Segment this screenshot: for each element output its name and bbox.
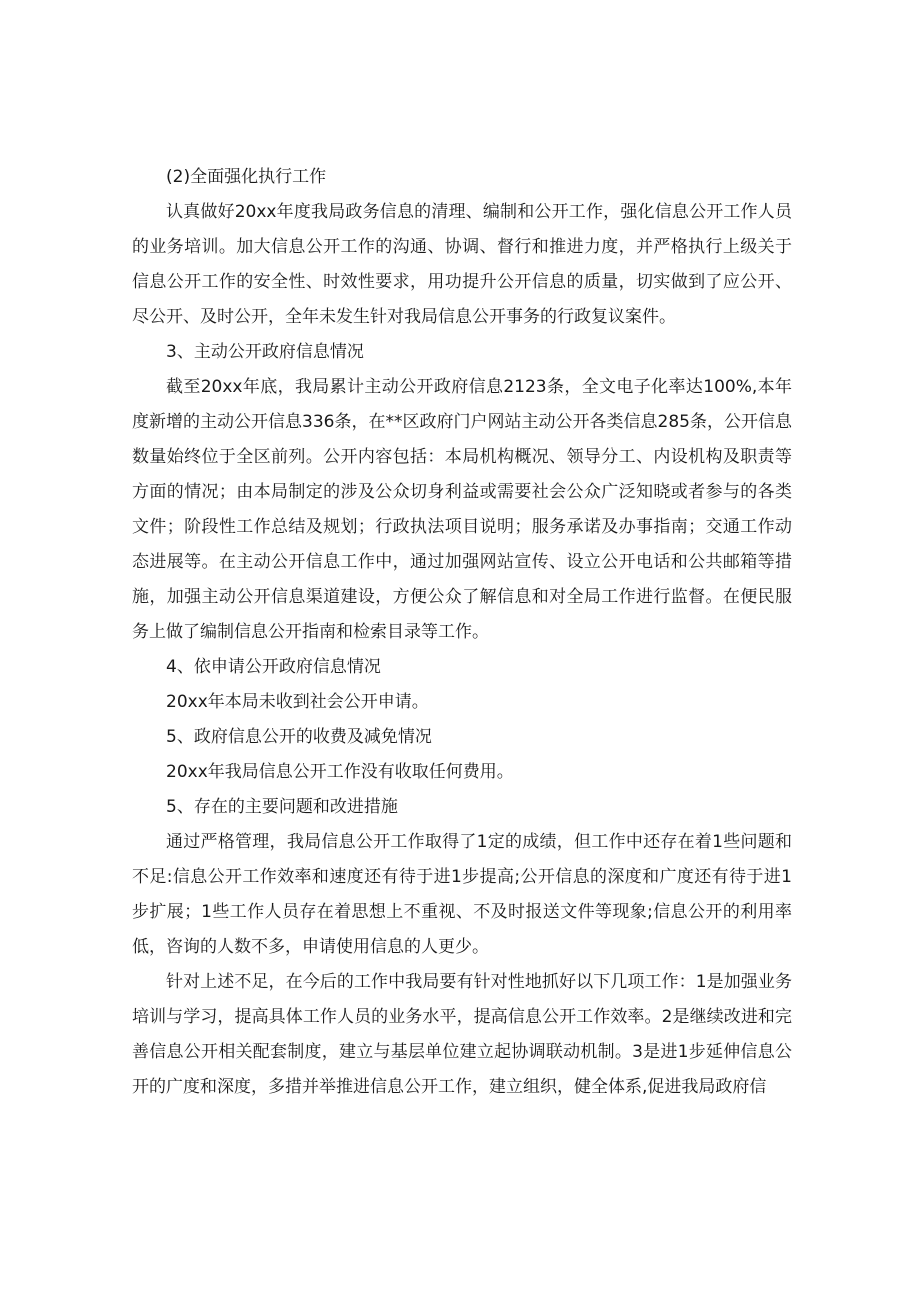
body-paragraph: 认真做好20xx年度我局政务信息的清理、编制和公开工作，强化信息公开工作人员的业务培训。加大信息公开工作的沟通、协调、督行和推进力度，并严格执行上级关于信息公开工作的安全性、时效性要求，用功提升公开信息的质量，切实做到了应公开、尽公开、及时公开，全年未发生针对我局信息公开事务的行政复议案件。 (132, 202, 792, 327)
body-paragraph: 20xx年我局信息公开工作没有收取任何费用。 (166, 762, 514, 782)
body-paragraph: 通过严格管理，我局信息公开工作取得了1定的成绩，但工作中还存在着1些问题和不足:信息公开工作效率和速度还有待于进1步提高;公开信息的深度和广度还有待于进1步扩展；1些工作人员存在着思想上不重视、不及时报送文件等现象;信息公开的利用率低，咨询的人数不多，申请使用信息的人更少。 (132, 832, 792, 957)
section-heading: (2)全面强化执行工作 (166, 167, 327, 187)
section-heading: 4、依申请公开政府信息情况 (166, 657, 381, 677)
section-heading: 5、存在的主要问题和改进措施 (166, 797, 398, 817)
section-heading: 3、主动公开政府信息情况 (166, 342, 364, 362)
body-paragraph: 20xx年本局未收到社会公开申请。 (166, 692, 429, 712)
body-paragraph: 截至20xx年底，我局累计主动公开政府信息2123条，全文电子化率达100%,本年度新增的主动公开信息336条，在**区政府门户网站主动公开各类信息285条，公开信息数量始终位于全区前列。公开内容包括：本局机构概况、领导分工、内设机构及职责等方面的情况；由本局制定的涉及公众切身利益或需要社会公众广泛知晓或者参与的各类文件；阶段性工作总结及规划；行政执法项目说明；服务承诺及办事指南；交通工作动态进展等。在主动公开信息工作中，通过加强网站宣传、设立公开电话和公共邮箱等措施，加强主动公开信息渠道建设，方便公众了解信息和对全局工作进行监督。在便民服务上做了编制信息公开指南和检索目录等工作。 (132, 377, 792, 642)
document-body (132, 160, 792, 1105)
body-paragraph: 针对上述不足，在今后的工作中我局要有针对性地抓好以下几项工作：1是加强业务培训与学习，提高具体工作人员的业务水平，提高信息公开工作效率。2是继续改进和完善信息公开相关配套制度，建立与基层单位建立起协调联动机制。3是进1步延伸信息公开的广度和深度，多措并举推进信息公开工作，建立组织，健全体系,促进我局政府信 (132, 972, 792, 1097)
section-heading: 5、政府信息公开的收费及减免情况 (166, 727, 432, 747)
